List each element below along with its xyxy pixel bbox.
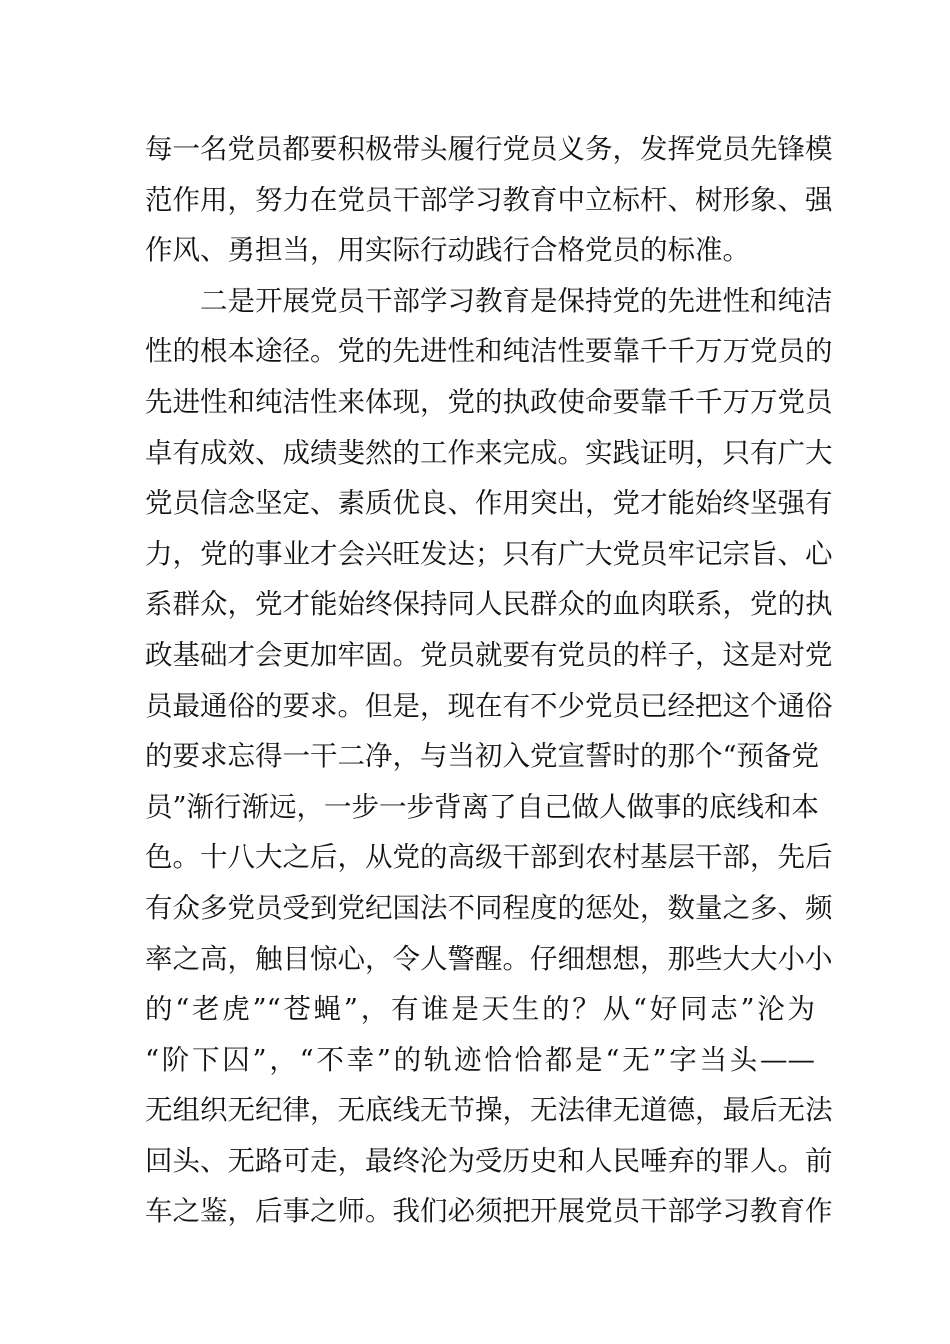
text-line: 色。十八大之后，从党的高级干部到农村基层干部，先后 (145, 841, 833, 874)
text-line: 有众多党员受到党纪国法不同程度的惩处，数量之多、频 (145, 891, 833, 924)
text-line: “阶下囚”，“不幸”的轨迹恰恰都是“无”字当头—— (145, 1043, 815, 1076)
text-line: 党员信念坚定、素质优良、作用突出，党才能始终坚强有 (145, 487, 833, 520)
text-line: 回头、无路可走，最终沦为受历史和人民唾弃的罪人。前 (145, 1144, 833, 1177)
text-line: 先进性和纯洁性来体现，党的执政使命要靠千千万万党员 (145, 385, 833, 418)
text-line: 卓有成效、成绩斐然的工作来完成。实践证明，只有广大 (145, 436, 833, 469)
paragraph-start-line: 二是开展党员干部学习教育是保持党的先进性和纯洁 (200, 284, 833, 317)
text-line: 车之鉴，后事之师。我们必须把开展党员干部学习教育作 (145, 1195, 833, 1228)
text-line: 政基础才会更加牢固。党员就要有党员的样子，这是对党 (145, 638, 833, 671)
text-line: 每一名党员都要积极带头履行党员义务，发挥党员先锋模 (145, 133, 833, 165)
text-line: 率之高，触目惊心，令人警醒。仔细想想，那些大大小小 (145, 942, 833, 975)
text-line: 系群众，党才能始终保持同人民群众的血肉联系，党的执 (145, 588, 833, 621)
text-line: 员”渐行渐远，一步一步背离了自己做人做事的底线和本 (145, 790, 820, 823)
text-line: 的“老虎”“苍蝇”，有谁是天生的？从“好同志”沦为 (145, 993, 815, 1026)
text-line: 力，党的事业才会兴旺发达；只有广大党员牢记宗旨、心 (145, 537, 833, 570)
text-line: 性的根本途径。党的先进性和纯洁性要靠千千万万党员的 (145, 335, 833, 368)
text-line: 范作用，努力在党员干部学习教育中立标杆、树形象、强 (145, 183, 833, 216)
text-line: 的要求忘得一干二净，与当初入党宣誓时的那个“预备党 (145, 740, 820, 773)
body-text (145, 124, 833, 1237)
text-line: 员最通俗的要求。但是，现在有不少党员已经把这个通俗 (145, 689, 833, 722)
text-line: 作风、勇担当，用实际行动践行合格党员的标准。 (145, 234, 750, 267)
text-line: 无组织无纪律，无底线无节操，无法律无道德，最后无法 (145, 1094, 833, 1127)
